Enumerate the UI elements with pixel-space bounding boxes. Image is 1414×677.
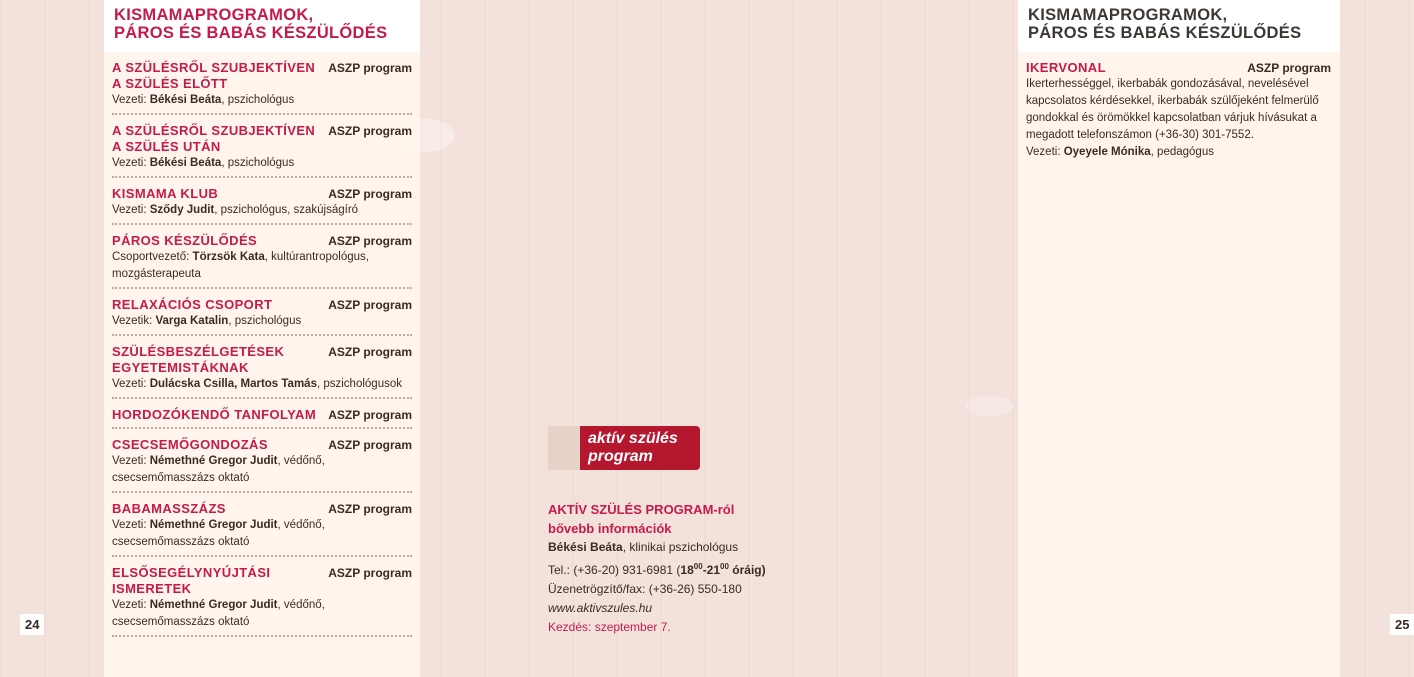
program-entry — [112, 233, 412, 289]
leader-role: , pszichológus, szakújságíró — [214, 204, 359, 216]
leader-prefix: Vezeti: — [112, 455, 150, 467]
leader-role: , védőnő, csecsemőmasszázs oktató — [112, 455, 325, 484]
leader-prefix: Vezeti: — [112, 204, 150, 216]
program-tag: ASZP program — [328, 502, 412, 516]
program-title: RELAXÁCIÓS CSOPORT — [112, 297, 273, 312]
program-title: SZÜLÉSBESZÉLGETÉSEK EGYETEMISTÁKNAK — [112, 344, 285, 375]
right-program-list — [1026, 60, 1331, 161]
leader-name: Békési Beáta — [149, 157, 222, 169]
leader-prefix: Vezeti: — [112, 599, 150, 611]
program-entry — [112, 297, 412, 336]
hours-start: 18 — [680, 563, 694, 577]
ikervonal-tag: ASZP program — [1247, 61, 1331, 75]
leader-role: , védőnő, csecsemőmasszázs oktató — [112, 599, 325, 628]
ikervonal-text: Ikerterhességgel, ikerbabák gondozásával, nevelésével kapcsolatos kérdésekkel, ikerbabák szülőjeként felmerülő gondokkal és örömökkel kapcsolatban várjuk hívásukat a megadott telefonszámon (+36-30) 301-7552. — [1026, 78, 1319, 141]
page-number-right: 25 — [1390, 614, 1414, 635]
ikervonal-leader — [1026, 144, 1331, 161]
program-entry — [112, 565, 412, 637]
leader-prefix: Vezeti: — [1026, 146, 1064, 158]
program-tag: ASZP program — [328, 566, 412, 580]
leader-role: , védőnő, csecsemőmasszázs oktató — [112, 519, 325, 548]
program-tag: ASZP program — [328, 234, 412, 248]
info-heading: AKTÍV SZÜLÉS PROGRAM-ról — [548, 502, 735, 517]
program-leader — [112, 249, 412, 283]
dotted-separator — [112, 113, 412, 115]
logo-emblem-icon — [548, 426, 580, 470]
left-program-list — [112, 60, 412, 645]
program-leader — [112, 376, 412, 393]
program-tag: ASZP program — [328, 438, 412, 452]
dotted-separator — [112, 635, 412, 637]
fax-line: Üzenetrögzítő/fax: (+36-26) 550-180 — [548, 582, 742, 596]
leader-prefix: Vezeti: — [112, 157, 150, 169]
dotted-separator — [112, 397, 412, 399]
program-title: A SZÜLÉSRŐL SZUBJEKTÍVEN A SZÜLÉS ELŐTT — [112, 60, 316, 91]
program-title: HORDOZÓKENDŐ TANFOLYAM — [112, 407, 317, 422]
info-subheading: bővebb információk — [548, 521, 672, 536]
leader-name: Dulácska Csilla, Martos Tamás — [149, 378, 317, 390]
right-header — [1018, 0, 1340, 52]
leader-role: , pszichológusok — [316, 378, 402, 390]
program-entry — [112, 407, 412, 429]
program-tag: ASZP program — [328, 408, 412, 422]
hours-end: -21 — [702, 563, 721, 577]
logo-line-2: program — [588, 448, 653, 465]
leader-prefix: Csoportvezető: — [112, 251, 193, 263]
logo-line-1: aktív szülés — [588, 430, 678, 447]
program-title: A SZÜLÉSRŐL SZUBJEKTÍVEN A SZÜLÉS UTÁN — [112, 123, 316, 154]
leader-name: Oyeyele Mónika — [1063, 146, 1151, 158]
program-title: BABAMASSZÁZS — [112, 501, 226, 516]
leader-role: , pedagógus — [1150, 146, 1214, 158]
leader-prefix: Vezetik: — [112, 315, 156, 327]
left-header-title: KISMAMAPROGRAMOK, PÁROS ÉS BABÁS KÉSZÜLŐDÉS — [114, 6, 388, 42]
leader-name: Varga Katalin — [155, 315, 229, 327]
leader-name: Némethné Gregor Judit — [149, 455, 278, 467]
right-header-title: KISMAMAPROGRAMOK, PÁROS ÉS BABÁS KÉSZÜLŐDÉS — [1028, 6, 1302, 42]
program-tag: ASZP program — [328, 124, 412, 138]
program-leader — [112, 313, 412, 330]
hours-suffix: óráig) — [728, 563, 766, 577]
program-tag: ASZP program — [328, 61, 412, 75]
left-page — [0, 0, 480, 677]
program-title: ELSŐSEGÉLYNYÚJTÁSI ISMERETEK — [112, 565, 271, 596]
contact-info — [548, 500, 848, 637]
program-entry — [112, 344, 412, 399]
leader-role: , pszichológus — [221, 157, 295, 169]
start-date: Kezdés: szeptember 7. — [548, 620, 671, 634]
dotted-separator — [112, 223, 412, 225]
program-tag: ASZP program — [328, 187, 412, 201]
program-leader — [112, 202, 412, 219]
dotted-separator — [112, 334, 412, 336]
program-leader — [112, 453, 412, 487]
page-number-left: 24 — [20, 614, 44, 635]
leader-name: Némethné Gregor Judit — [149, 599, 278, 611]
program-title: KISMAMA KLUB — [112, 186, 219, 201]
leader-name: Törzsök Kata — [192, 251, 265, 263]
program-leader — [112, 517, 412, 551]
dotted-separator — [112, 287, 412, 289]
program-entry — [112, 186, 412, 225]
leader-prefix: Vezeti: — [112, 378, 150, 390]
contact-person — [548, 538, 848, 557]
program-entry — [112, 437, 412, 493]
dotted-separator — [112, 555, 412, 557]
contact-role: , klinikai pszichológus — [622, 540, 739, 554]
program-title: PÁROS KÉSZÜLŐDÉS — [112, 233, 258, 248]
leader-prefix: Vezeti: — [112, 519, 150, 531]
leader-name: Sződy Judit — [149, 204, 215, 216]
program-entry — [112, 123, 412, 178]
ikervonal-entry — [1026, 60, 1331, 161]
left-header — [104, 0, 420, 52]
program-entry — [112, 60, 412, 115]
program-tag: ASZP program — [328, 345, 412, 359]
ikervonal-title: IKERVONAL — [1026, 60, 1106, 75]
program-leader — [112, 92, 412, 109]
program-tag: ASZP program — [328, 298, 412, 312]
leader-role: , kultúrantropológus, mozgásterapeuta — [112, 251, 369, 280]
hours-start-min: 00 — [693, 562, 703, 571]
aktiv-szules-logo — [548, 426, 700, 470]
leader-prefix: Vezeti: — [112, 94, 150, 106]
program-leader — [112, 155, 412, 172]
dotted-separator — [112, 491, 412, 493]
program-leader — [112, 597, 412, 631]
phone-line — [548, 557, 848, 580]
phone-number: Tel.: (+36-20) 931-6981 ( — [548, 563, 681, 577]
leader-role: , pszichológus — [228, 315, 302, 327]
leader-name: Békési Beáta — [149, 94, 222, 106]
program-entry — [112, 501, 412, 557]
leader-role: , pszichológus — [221, 94, 295, 106]
website-link[interactable]: www.aktivszules.hu — [548, 601, 653, 615]
program-title: CSECSEMŐGONDOZÁS — [112, 437, 268, 452]
dotted-separator — [112, 427, 412, 429]
leader-name: Némethné Gregor Judit — [149, 519, 278, 531]
dotted-separator — [112, 176, 412, 178]
hours-end-min: 00 — [720, 562, 729, 571]
contact-name: Békési Beáta — [548, 540, 623, 554]
